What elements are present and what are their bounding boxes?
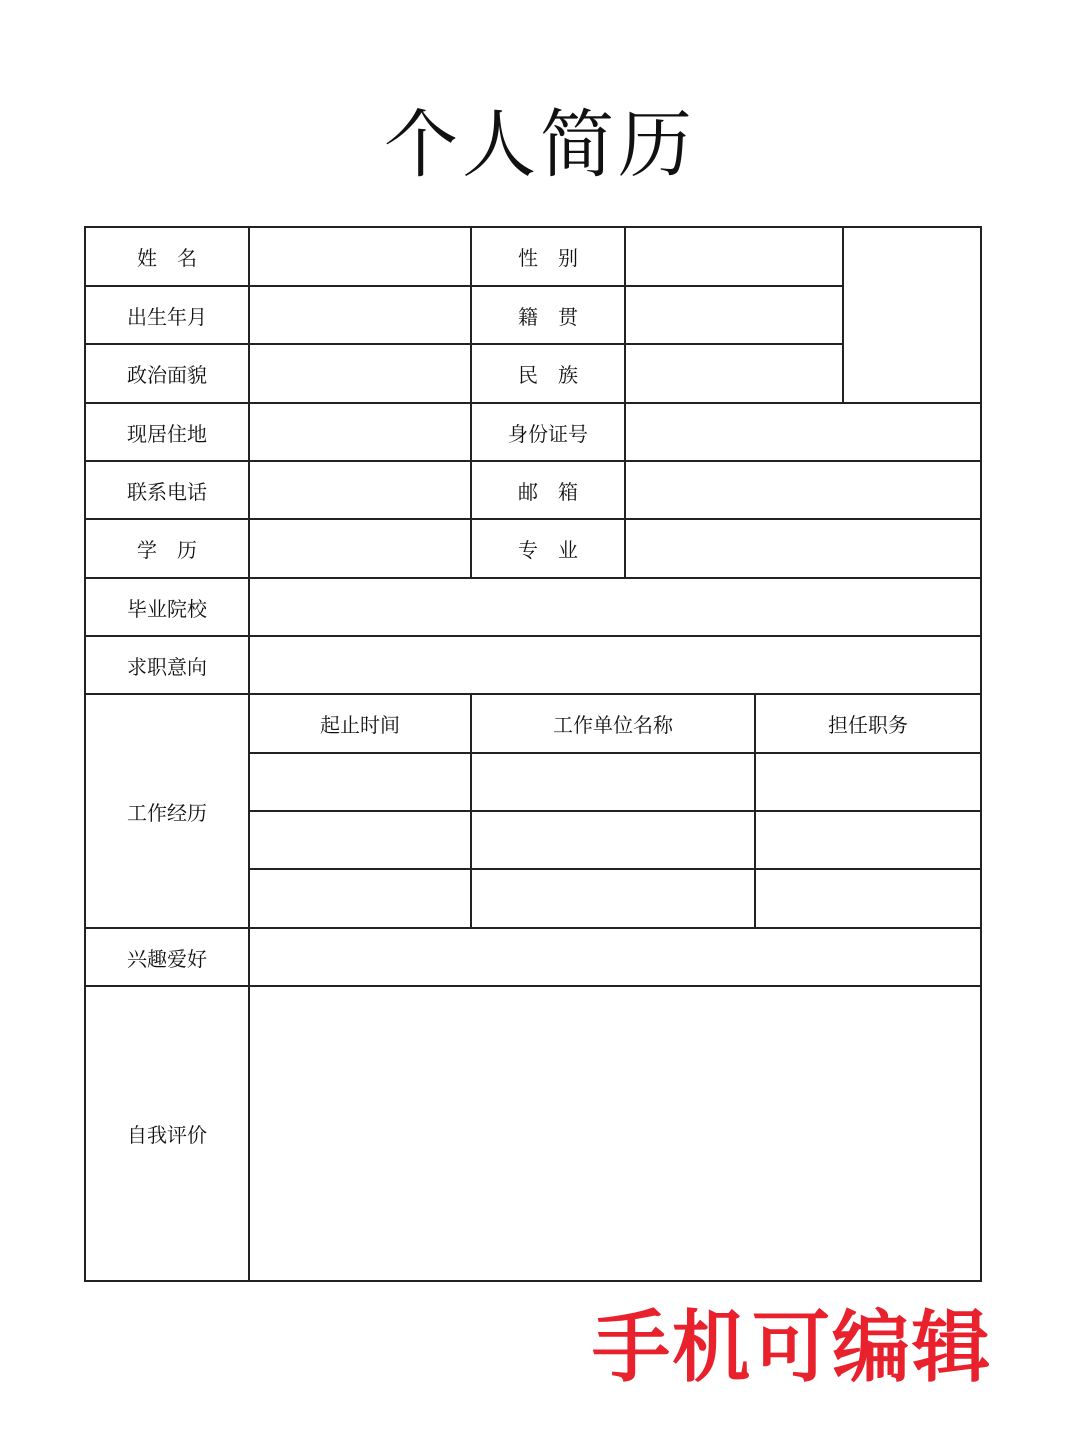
- work-period-cell[interactable]: [250, 812, 470, 868]
- work-period-header: 起止时间: [320, 713, 400, 737]
- education-field[interactable]: [250, 520, 470, 577]
- work-label: 工作经历: [127, 800, 207, 825]
- work-position-cell[interactable]: [756, 754, 980, 810]
- address-field[interactable]: [250, 404, 470, 460]
- work-company-cell[interactable]: [472, 870, 754, 927]
- intention-field[interactable]: [250, 637, 980, 693]
- work-company-cell[interactable]: [472, 812, 754, 868]
- intention-label: 求职意向: [127, 654, 207, 679]
- id-label: 身份证号: [508, 421, 588, 446]
- work-company-cell[interactable]: [472, 754, 754, 810]
- page-title: 个人简历: [384, 102, 696, 188]
- address-label: 现居住地: [127, 421, 207, 446]
- hobby-label: 兴趣爱好: [127, 946, 207, 971]
- photo-box[interactable]: [844, 228, 980, 402]
- name-field[interactable]: [250, 228, 470, 285]
- id-field[interactable]: [626, 404, 980, 460]
- work-position-header: 担任职务: [828, 713, 908, 737]
- self-eval-field[interactable]: [250, 987, 980, 1280]
- ethnic-label: 民 族: [518, 363, 578, 387]
- birth-field[interactable]: [250, 287, 470, 343]
- work-period-cell[interactable]: [250, 870, 470, 927]
- work-company-header: 工作单位名称: [553, 713, 673, 737]
- phone-label: 联系电话: [127, 479, 207, 504]
- work-position-cell[interactable]: [756, 870, 980, 927]
- email-label: 邮 箱: [518, 479, 578, 504]
- self-eval-label: 自我评价: [127, 1123, 207, 1147]
- major-field[interactable]: [626, 520, 980, 577]
- work-position-cell[interactable]: [756, 812, 980, 868]
- education-label: 学 历: [137, 538, 197, 562]
- email-field[interactable]: [626, 462, 980, 518]
- ethnic-field[interactable]: [626, 345, 842, 402]
- hobby-field[interactable]: [250, 929, 980, 985]
- work-period-cell[interactable]: [250, 754, 470, 810]
- native-field[interactable]: [626, 287, 842, 343]
- school-field[interactable]: [250, 579, 980, 635]
- gender-label: 性 别: [518, 246, 578, 270]
- school-label: 毕业院校: [127, 596, 207, 621]
- gender-field[interactable]: [626, 228, 842, 285]
- phone-field[interactable]: [250, 462, 470, 518]
- politics-label: 政治面貌: [127, 363, 207, 387]
- name-label: 姓 名: [137, 246, 197, 270]
- resume-table: [84, 226, 982, 1282]
- editable-note: 手机可编辑: [592, 1303, 993, 1393]
- politics-field[interactable]: [250, 345, 470, 402]
- major-label: 专 业: [518, 538, 578, 562]
- native-label: 籍 贯: [518, 304, 578, 329]
- birth-label: 出生年月: [127, 304, 207, 329]
